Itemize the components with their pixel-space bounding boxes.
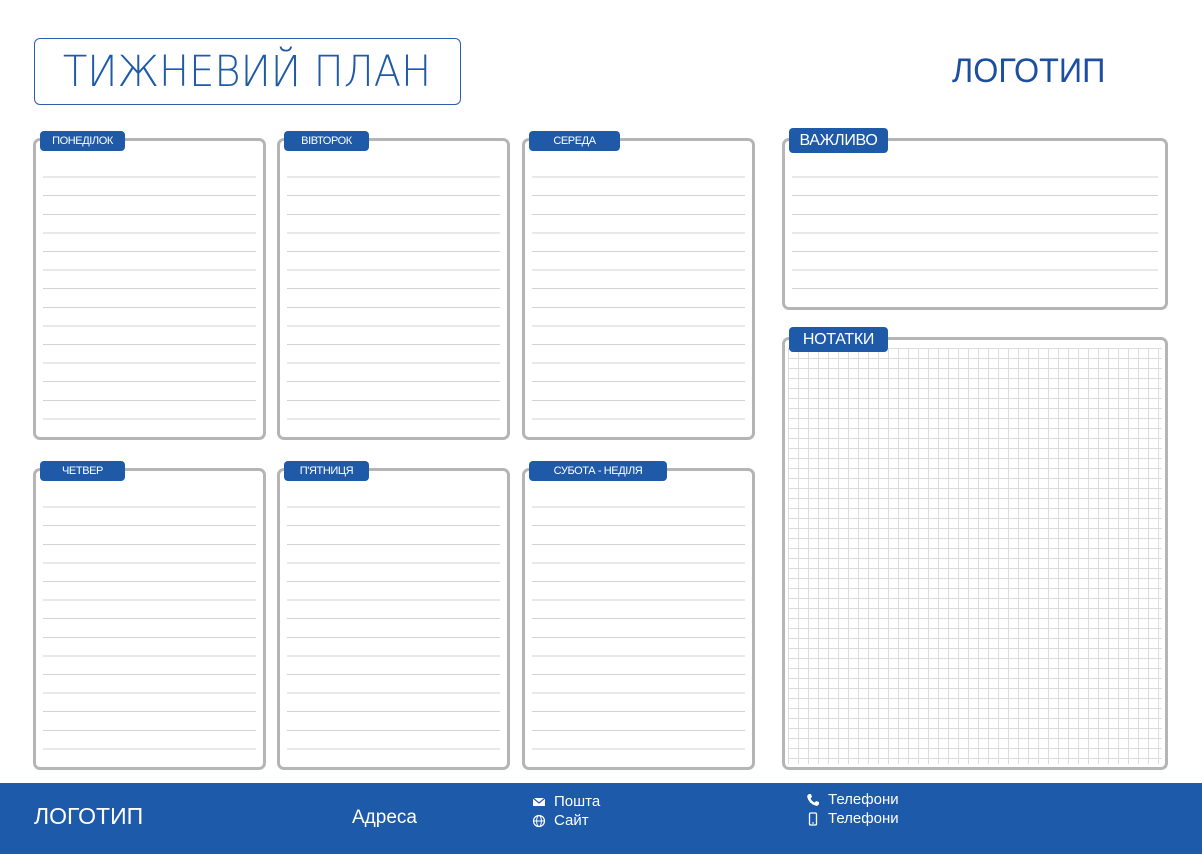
day-tab-friday: П'ЯТНИЦЯ <box>284 461 369 481</box>
title-box <box>34 38 461 105</box>
footer-logo: ЛОГОТИП <box>34 803 144 829</box>
lined-area[interactable] <box>532 489 745 757</box>
day-tab-monday: ПОНЕДІЛОК <box>40 131 125 151</box>
grid-area[interactable] <box>788 348 1162 764</box>
envelope-icon <box>532 795 546 809</box>
notes-tab: НОТАТКИ <box>789 327 888 352</box>
lined-area[interactable] <box>532 159 745 427</box>
footer-phone-1-text: Телефони <box>828 791 899 808</box>
footer-site-text: Сайт <box>554 812 589 829</box>
phone-icon <box>806 793 820 807</box>
footer-site <box>532 812 589 829</box>
important-panel <box>782 131 1168 310</box>
globe-icon <box>532 814 546 828</box>
day-panel-weekend <box>522 465 755 770</box>
footer-phone-2 <box>806 810 899 827</box>
day-tab-wednesday: СЕРЕДА <box>529 131 620 151</box>
important-tab: ВАЖЛИВО <box>789 128 888 153</box>
day-tab-thursday: ЧЕТВЕР <box>40 461 125 481</box>
footer <box>0 783 1202 854</box>
day-panel-tuesday <box>277 135 510 440</box>
header-logo: ЛОГОТИП <box>952 52 1106 90</box>
notes-panel <box>782 330 1168 770</box>
mobile-icon <box>806 812 820 826</box>
lined-area[interactable] <box>287 489 500 757</box>
footer-email <box>532 793 600 810</box>
lined-area[interactable] <box>287 159 500 427</box>
footer-address: Адреса <box>352 807 417 828</box>
day-panel-wednesday <box>522 135 755 440</box>
footer-phone-2-text: Телефони <box>828 810 899 827</box>
day-tab-weekend: СУБОТА - НЕДІЛЯ <box>529 461 667 481</box>
footer-email-text: Пошта <box>554 793 601 810</box>
day-tab-tuesday: ВІВТОРОК <box>284 131 369 151</box>
day-panel-thursday <box>33 465 266 770</box>
page-title: ТИЖНЕВИЙ ПЛАН <box>63 46 432 97</box>
lined-area[interactable] <box>43 489 256 757</box>
day-panel-monday <box>33 135 266 440</box>
lined-area[interactable] <box>43 159 256 427</box>
footer-phone-1 <box>806 791 899 808</box>
day-panel-friday <box>277 465 510 770</box>
lined-area[interactable] <box>792 159 1158 291</box>
